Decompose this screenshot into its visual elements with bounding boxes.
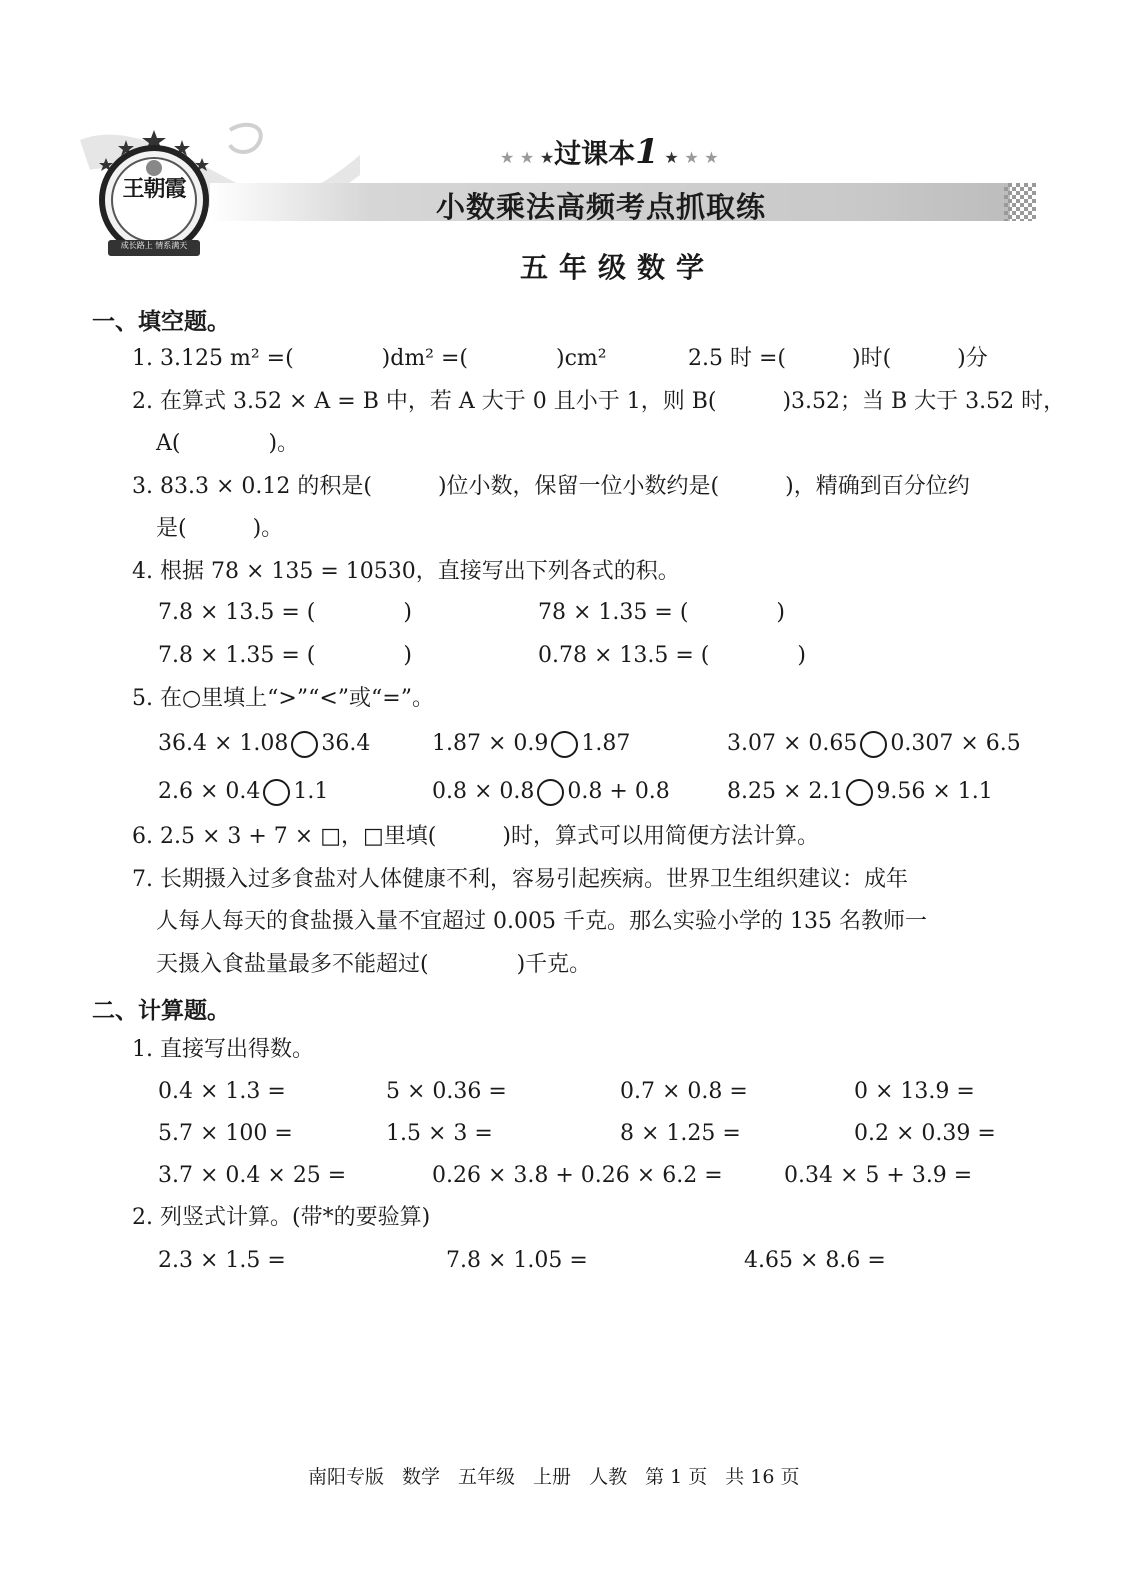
badge-name: 王朝霞 xyxy=(122,176,186,202)
question-4-item: 78 × 1.35 = ( ) xyxy=(538,600,785,625)
compare-item: 1.87 × 0.9 1.87 xyxy=(432,731,631,756)
vertical-calc-item: 4.65 × 8.6 = xyxy=(744,1248,886,1273)
calc-item: 3.7 × 0.4 × 25 = xyxy=(158,1163,347,1188)
vertical-calc-item: 7.8 × 1.05 = xyxy=(446,1248,588,1273)
calc-item: 0.7 × 0.8 = xyxy=(620,1079,748,1104)
question-3-line2: 是( )。 xyxy=(156,516,284,541)
calc-item: 0.34 × 5 + 3.9 = xyxy=(784,1163,973,1188)
footer-page-number: 第 1 页 xyxy=(645,1466,708,1488)
footer-subject: 数学 xyxy=(402,1466,441,1488)
compare-circle[interactable] xyxy=(846,779,873,806)
question-4-item: 7.8 × 13.5 = ( ) xyxy=(158,600,412,625)
section-heading-calculation: 二、计算题。 xyxy=(92,998,230,1024)
question-6: 6. 2.5 × 3 + 7 × □，□里填( )时，算式可以用简便方法计算。 xyxy=(132,824,819,849)
badge-slogan: 成长路上 情系满天 xyxy=(120,241,188,250)
footer-page-total: 共 16 页 xyxy=(725,1466,800,1488)
calc-2-stem: 2. 列竖式计算。(带*的要验算) xyxy=(132,1205,431,1230)
calc-item: 1.5 × 3 = xyxy=(386,1121,493,1146)
compare-circle[interactable] xyxy=(860,731,887,758)
footer-volume: 上册 xyxy=(533,1466,572,1488)
question-2-line1: 2. 在算式 3.52 × A = B 中，若 A 大于 0 且小于 1，则 B( )3.52；当 B 大于 3.52 时， xyxy=(132,389,1066,414)
question-4-stem: 4. 根据 78 × 135 = 10530，直接写出下列各式的积。 xyxy=(132,559,680,584)
question-5-stem: 5. 在○里填上“>”“<”或“=”。 xyxy=(132,686,434,711)
star-icon: ★ ★ xyxy=(678,148,719,167)
calc-item: 5.7 × 100 = xyxy=(158,1121,293,1146)
vertical-calc-item: 2.3 × 1.5 = xyxy=(158,1248,286,1273)
question-7-line2: 人每人每天的食盐摄入量不宜超过 0.005 千克。那么实验小学的 135 名教师一 xyxy=(156,909,927,934)
question-4-item: 7.8 × 1.35 = ( ) xyxy=(158,643,412,668)
calc-item: 8 × 1.25 = xyxy=(620,1121,741,1146)
star-icon: ★ xyxy=(539,148,555,167)
compare-circle[interactable] xyxy=(263,779,290,806)
subject-heading: 五年级数学 xyxy=(520,251,716,284)
compare-item: 8.25 × 2.1 9.56 × 1.1 xyxy=(727,779,993,804)
compare-circle[interactable] xyxy=(291,731,318,758)
footer-publisher: 人教 xyxy=(589,1466,628,1488)
kicker-label: 过课本 xyxy=(554,139,636,170)
question-1a: 1. 3.125 m² =( )dm² =( )cm² xyxy=(132,346,607,371)
calc-1-stem: 1. 直接写出得数。 xyxy=(132,1037,314,1062)
question-1b: 2.5 时 =( )时( )分 xyxy=(688,346,988,371)
compare-circle[interactable] xyxy=(551,731,578,758)
kicker-heading xyxy=(500,132,719,172)
question-2-line2: A( )。 xyxy=(156,431,300,456)
compare-item: 36.4 × 1.08 36.4 xyxy=(158,731,371,756)
question-3-line1: 3. 83.3 × 0.12 的积是( )位小数，保留一位小数约是( )，精确到百分位约 xyxy=(132,474,970,499)
calc-item: 0 × 13.9 = xyxy=(854,1079,975,1104)
question-7-line1: 7. 长期摄入过多食盐对人体健康不利，容易引起疾病。世界卫生组织建议：成年 xyxy=(132,867,908,892)
compare-circle[interactable] xyxy=(537,779,564,806)
star-icon: ★ xyxy=(658,148,679,167)
calc-item: 0.26 × 3.8 + 0.26 × 6.2 = xyxy=(432,1163,723,1188)
section-heading-fill-blank: 一、填空题。 xyxy=(92,309,230,335)
question-4-item: 0.78 × 13.5 = ( ) xyxy=(538,643,806,668)
star-icon: ★ ★ xyxy=(500,148,540,167)
kicker-number: 1 xyxy=(635,132,659,172)
banner-checker-decoration xyxy=(1004,183,1036,221)
calc-item: 5 × 0.36 = xyxy=(386,1079,507,1104)
footer-grade: 五年级 xyxy=(458,1466,516,1488)
compare-item: 2.6 × 0.4 1.1 xyxy=(158,779,329,804)
page-footer xyxy=(308,1462,818,1489)
compare-item: 3.07 × 0.65 0.307 × 6.5 xyxy=(727,731,1021,756)
calc-item: 0.2 × 0.39 = xyxy=(854,1121,996,1146)
footer-edition: 南阳专版 xyxy=(308,1466,385,1488)
page-title: 小数乘法高频考点抓取练 xyxy=(436,190,767,224)
question-7-line3: 天摄入食盐量最多不能超过( )千克。 xyxy=(156,952,592,977)
calc-item: 0.4 × 1.3 = xyxy=(158,1079,286,1104)
compare-item: 0.8 × 0.8 0.8 + 0.8 xyxy=(432,779,670,804)
